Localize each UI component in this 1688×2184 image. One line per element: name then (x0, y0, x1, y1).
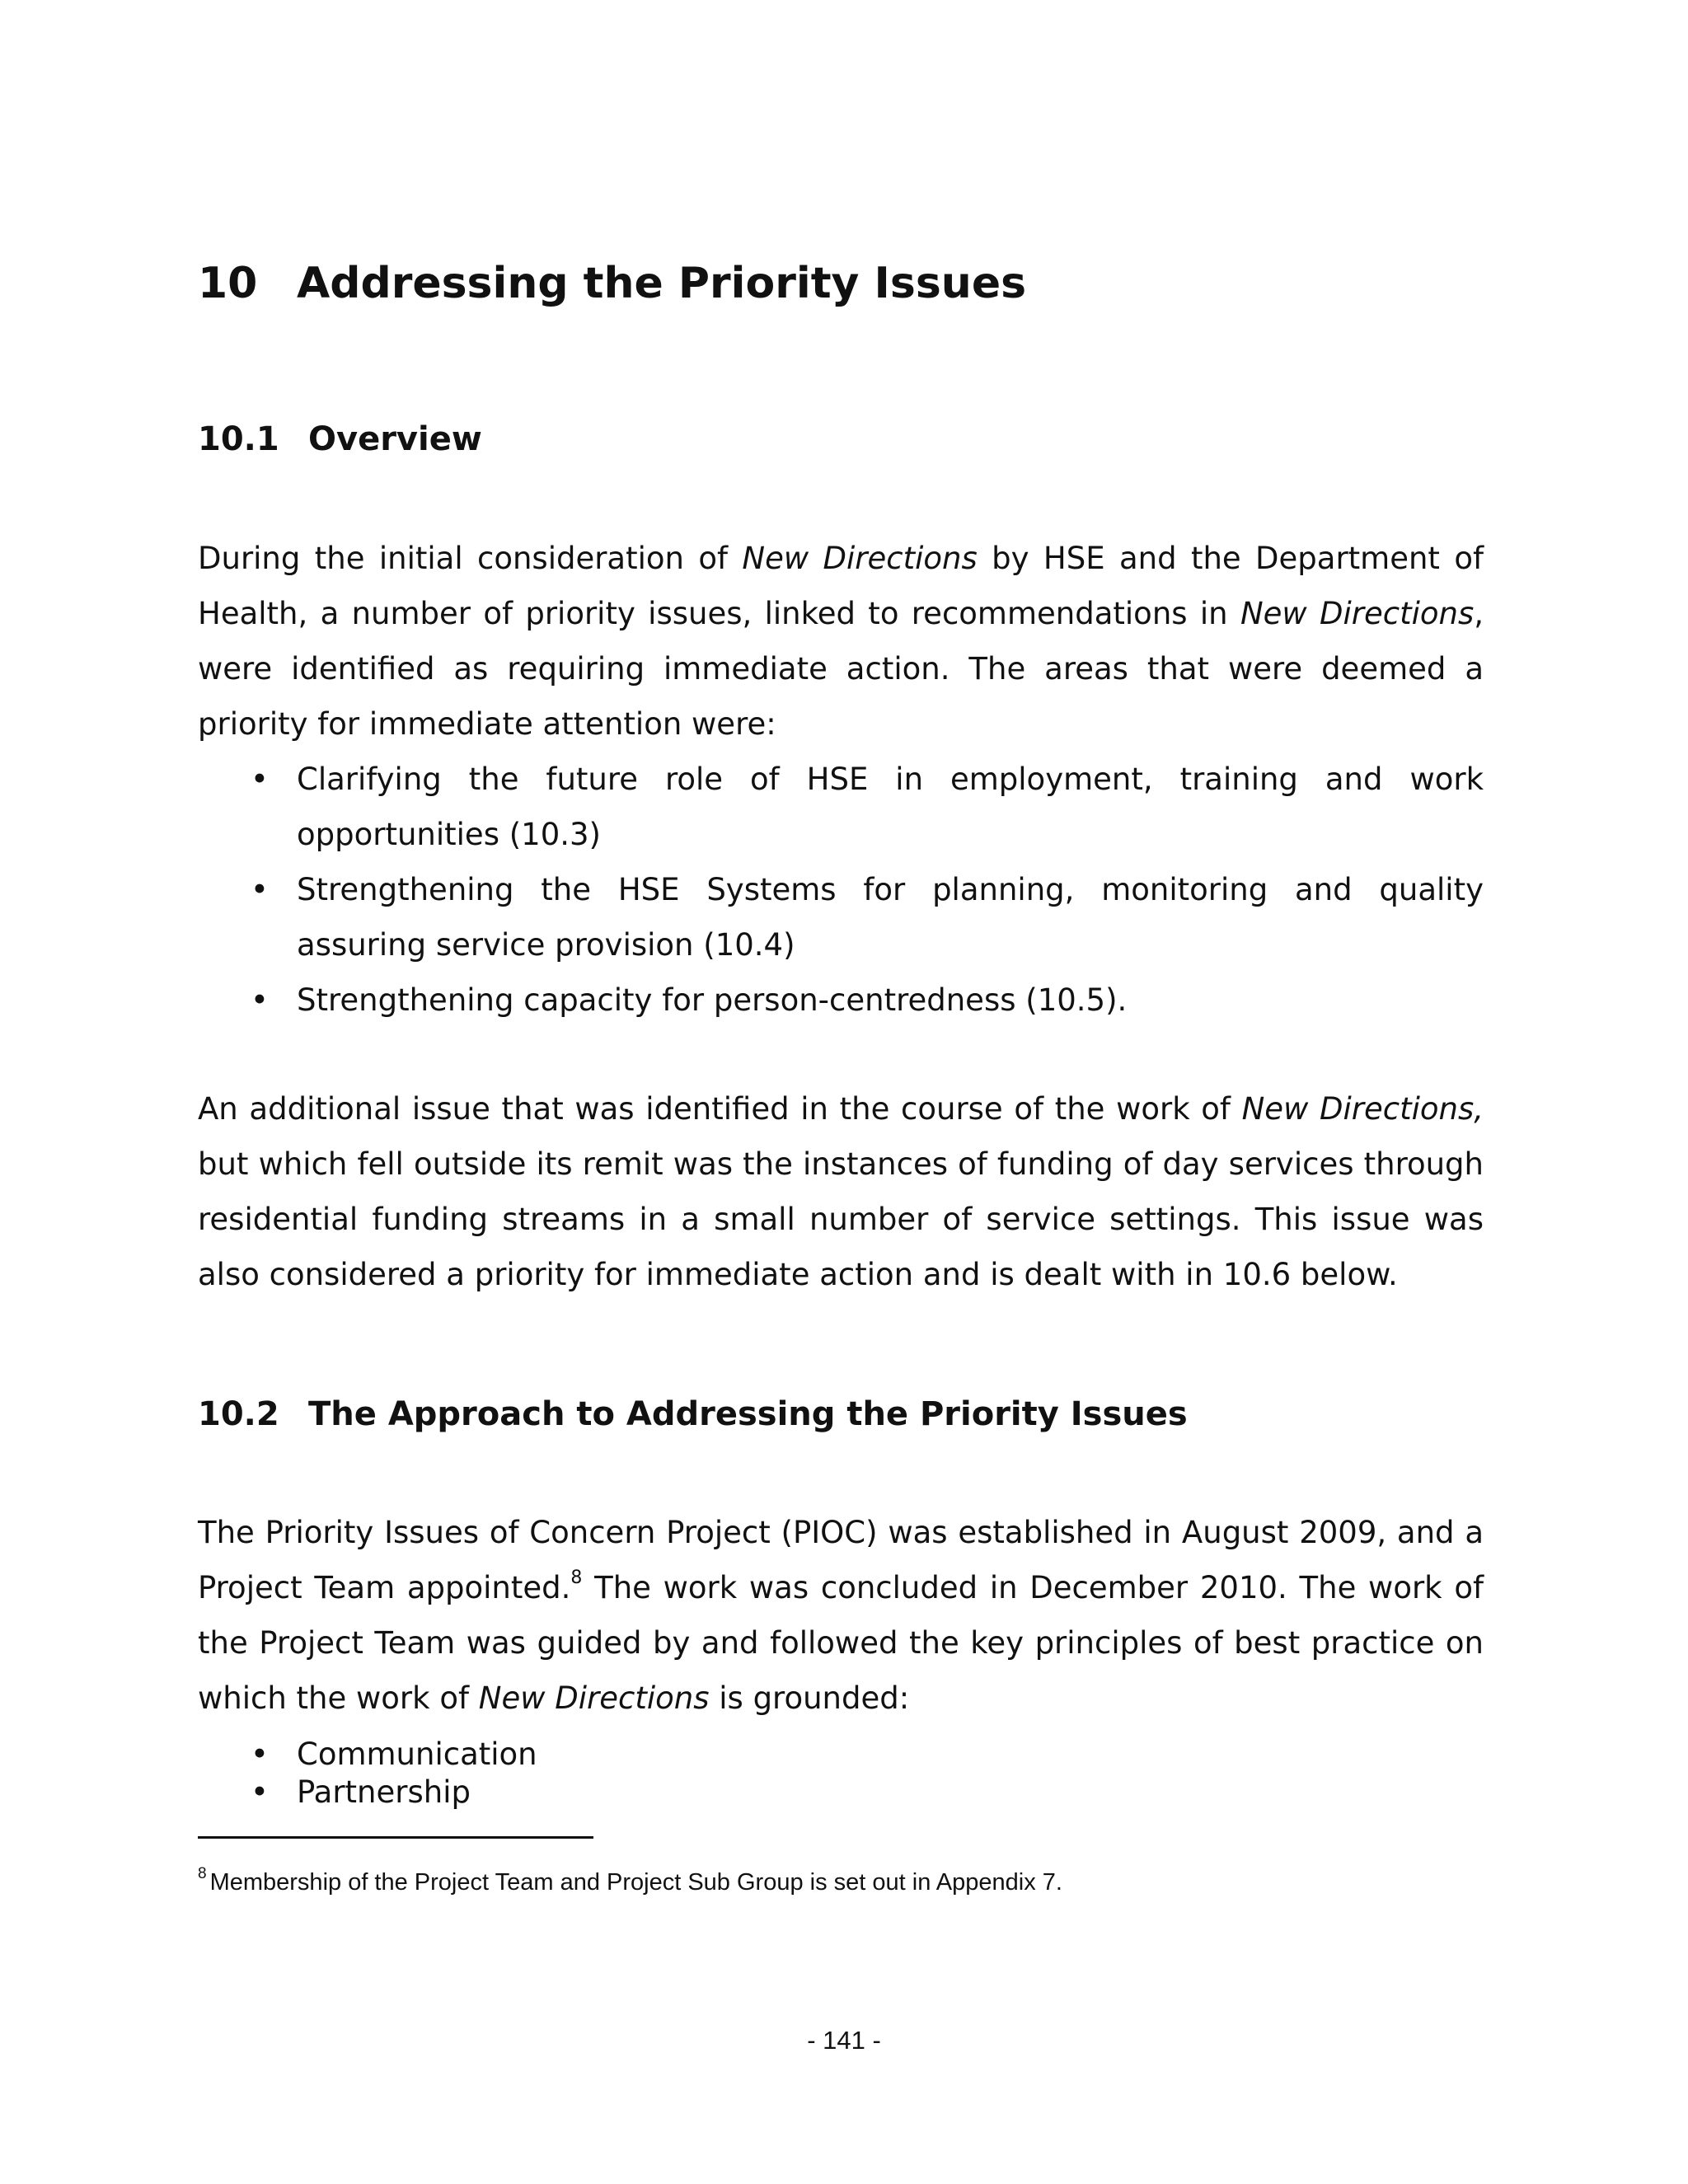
section-number: 10.1 (198, 420, 279, 458)
section-heading-approach (198, 1395, 1188, 1433)
page-number: - 141 - (807, 2026, 881, 2055)
list-item: • Strengthening capacity for person-centredness (10.5). (198, 972, 1484, 1028)
bullet-icon: • (251, 872, 269, 907)
footnote-text: Membership of the Project Team and Project Sub Group is set out in Appendix 7. (209, 1869, 1062, 1896)
list-item: • Communication (251, 1736, 537, 1772)
section-number: 10.2 (198, 1395, 279, 1433)
publication-title: New Directions, (1241, 1091, 1484, 1127)
footnote (198, 1865, 1062, 1896)
publication-title: New Directions (742, 541, 978, 576)
footnote-mark: 8 (198, 1865, 207, 1882)
list-item: • Partnership (251, 1774, 471, 1810)
overview-paragraph-2: An additional issue that was identified in the course of the work of New Directions, but which fell outside its remit was the instances of funding of day services through residential funding streams in a small number of service settings. This issue was also considered a priority for immediate action and is dealt with in 10.6 below. (198, 1091, 1484, 1292)
principles-list (198, 1736, 1484, 1811)
approach-paragraph: The Priority Issues of Concern Project (PIOC) was established in August 2009, and a Project Team appointed.$^8$ The work was concluded in December 2010. The work of the Project Team was guided by and followed the key principles of best practice on which the work of New Directions is grounded: (198, 1515, 1484, 1716)
bullet-icon: • (251, 762, 269, 797)
publication-title: New Directions (1240, 596, 1475, 631)
overview-paragraph-1: During the initial consideration of New Directions by HSE and the Department of Health, a number of priority issues, linked to recommendations in New Directions, were identified as requiring immediate action. The areas that were deemed a priority for immediate attention were: (198, 541, 1484, 742)
section-title: The Approach to Addressing the Priority Issues (308, 1395, 1188, 1433)
chapter-title: Addressing the Priority Issues (297, 259, 1027, 308)
bullet-icon: • (251, 1774, 269, 1810)
footnote-reference[interactable]: 8 (570, 1568, 583, 1588)
section-title: Overview (308, 420, 482, 458)
footnote-separator (198, 1836, 593, 1839)
bullet-icon: • (251, 1736, 269, 1772)
chapter-heading (198, 259, 1027, 308)
section-heading-overview (198, 420, 482, 458)
publication-title: New Directions (478, 1680, 710, 1716)
list-item: • Strengthening the HSE Systems for planning, monitoring and quality assuring service provision (10.4) (198, 862, 1484, 972)
chapter-number: 10 (198, 259, 258, 308)
bullet-icon: • (251, 982, 269, 1018)
priority-areas-list (198, 752, 1484, 1028)
list-item: • Clarifying the future role of HSE in employment, training and work opportunities (10.3) (198, 752, 1484, 862)
